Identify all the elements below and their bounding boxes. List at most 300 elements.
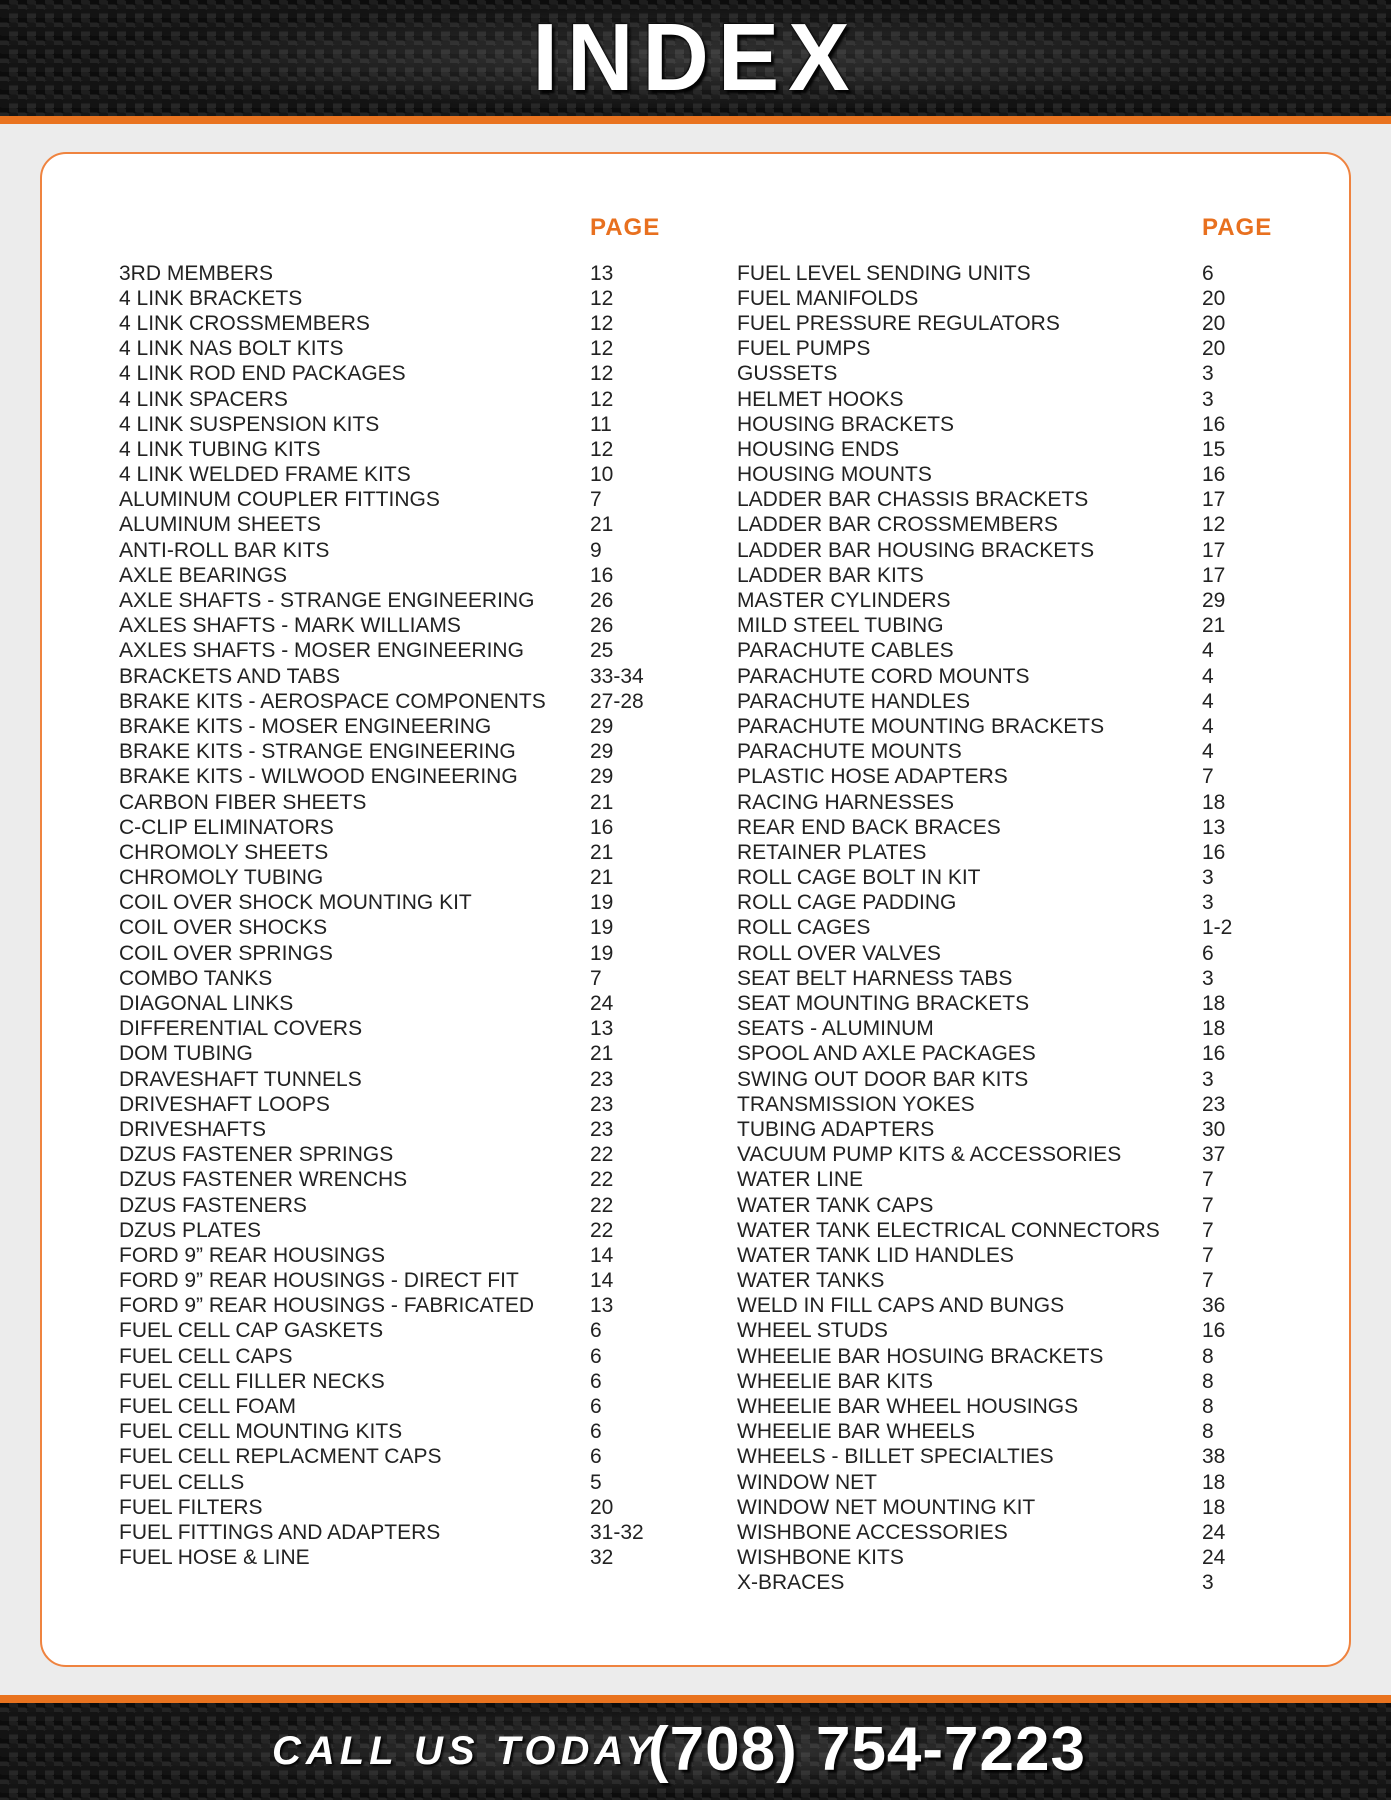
index-row bbox=[737, 1117, 1232, 1142]
index-row bbox=[119, 1445, 644, 1470]
index-row bbox=[737, 337, 1232, 362]
index-row bbox=[737, 588, 1232, 613]
index-row bbox=[119, 563, 644, 588]
index-entry-page-number: 23 bbox=[590, 1067, 614, 1091]
index-entry-page-number: 24 bbox=[1202, 1546, 1226, 1570]
index-row bbox=[737, 563, 1232, 588]
index-entry-page-number: 4 bbox=[1202, 664, 1214, 688]
index-row bbox=[119, 1344, 644, 1369]
index-entry-page-number: 7 bbox=[1202, 1168, 1214, 1192]
index-row bbox=[737, 1269, 1232, 1294]
index-entry-label: DZUS FASTENER WRENCHS bbox=[119, 1168, 408, 1192]
index-row bbox=[119, 866, 644, 891]
index-entry-label: DRAVESHAFT TUNNELS bbox=[119, 1067, 362, 1091]
index-row bbox=[119, 664, 644, 689]
index-row bbox=[119, 815, 644, 840]
index-row bbox=[737, 1017, 1232, 1042]
index-body bbox=[0, 124, 1391, 1695]
index-row bbox=[119, 1168, 644, 1193]
index-entry-label: COIL OVER SPRINGS bbox=[119, 941, 333, 965]
index-entry-label: ROLL CAGES bbox=[737, 916, 871, 940]
index-row bbox=[737, 664, 1232, 689]
index-entry-page-number: 12 bbox=[590, 362, 614, 386]
index-entry-label: SPOOL AND AXLE PACKAGES bbox=[737, 1042, 1036, 1066]
index-entry-label: VACUUM PUMP KITS & ACCESSORIES bbox=[737, 1143, 1122, 1167]
index-entry-page-number: 7 bbox=[1202, 1193, 1214, 1217]
index-row bbox=[119, 1470, 644, 1495]
phone-number: (708) 754-7223 bbox=[648, 1715, 1086, 1784]
index-entry-page-number: 16 bbox=[590, 815, 614, 839]
index-entry-page-number: 21 bbox=[590, 866, 614, 890]
index-entry-page-number: 7 bbox=[1202, 765, 1214, 789]
index-row bbox=[119, 1369, 644, 1394]
index-entry-page-number: 7 bbox=[1202, 1218, 1214, 1242]
index-row bbox=[737, 261, 1232, 286]
index-entry-label: WATER TANK ELECTRICAL CONNECTORS bbox=[737, 1218, 1160, 1242]
index-entry-label: ROLL CAGE BOLT IN KIT bbox=[737, 866, 981, 890]
index-entry-label: WATER LINE bbox=[737, 1168, 864, 1192]
index-row bbox=[737, 689, 1232, 714]
index-entry-page-number: 18 bbox=[1202, 1017, 1226, 1041]
index-entry-page-number: 6 bbox=[590, 1445, 602, 1469]
index-entry-page-number: 13 bbox=[590, 1017, 614, 1041]
index-entry-label: WINDOW NET MOUNTING KIT bbox=[737, 1495, 1036, 1519]
page-title: INDEX bbox=[532, 4, 859, 111]
index-entry-label: COIL OVER SHOCKS bbox=[119, 916, 328, 940]
index-entry-page-number: 36 bbox=[1202, 1294, 1226, 1318]
index-row bbox=[119, 463, 644, 488]
index-row bbox=[737, 1294, 1232, 1319]
index-entry-page-number: 16 bbox=[1202, 1042, 1226, 1066]
index-row bbox=[119, 538, 644, 563]
index-entry-label: DZUS FASTENER SPRINGS bbox=[119, 1143, 394, 1167]
index-row bbox=[737, 941, 1232, 966]
index-entry-label: FUEL CELL FOAM bbox=[119, 1395, 296, 1419]
index-row bbox=[119, 1495, 644, 1520]
index-entry-label: LADDER BAR CHASSIS BRACKETS bbox=[737, 488, 1089, 512]
index-entry-label: HOUSING MOUNTS bbox=[737, 463, 932, 487]
index-entry-page-number: 7 bbox=[1202, 1269, 1214, 1293]
index-row bbox=[737, 488, 1232, 513]
index-entry-page-number: 11 bbox=[590, 412, 612, 436]
index-entry-page-number: 6 bbox=[1202, 941, 1214, 965]
index-row bbox=[737, 1168, 1232, 1193]
index-entry-label: BRACKETS AND TABS bbox=[119, 664, 340, 688]
index-entry-page-number: 32 bbox=[590, 1546, 614, 1570]
index-entry-label: AXLE BEARINGS bbox=[119, 563, 288, 587]
index-entry-page-number: 4 bbox=[1202, 689, 1214, 713]
index-row bbox=[119, 286, 644, 311]
index-entry-label: REAR END BACK BRACES bbox=[737, 815, 1001, 839]
index-entry-page-number: 16 bbox=[590, 563, 614, 587]
index-entry-label: 4 LINK TUBING KITS bbox=[119, 437, 321, 461]
index-entry-page-number: 6 bbox=[590, 1369, 602, 1393]
index-row bbox=[119, 513, 644, 538]
index-entry-label: WHEELS - BILLET SPECIALTIES bbox=[737, 1445, 1054, 1469]
index-entry-page-number: 15 bbox=[1202, 437, 1226, 461]
index-entry-label: FORD 9” REAR HOUSINGS bbox=[119, 1243, 386, 1267]
index-entry-label: LADDER BAR HOUSING BRACKETS bbox=[737, 538, 1095, 562]
index-entry-page-number: 6 bbox=[590, 1319, 602, 1343]
index-entry-label: FUEL CELL CAPS bbox=[119, 1344, 293, 1368]
index-entry-label: FUEL PUMPS bbox=[737, 337, 871, 361]
index-row bbox=[737, 463, 1232, 488]
index-entry-label: DZUS PLATES bbox=[119, 1218, 261, 1242]
index-entry-page-number: 23 bbox=[590, 1117, 614, 1141]
index-entry-page-number: 20 bbox=[1202, 337, 1226, 361]
index-entry-label: PARACHUTE HANDLES bbox=[737, 689, 970, 713]
index-entry-page-number: 12 bbox=[1202, 513, 1226, 537]
index-row bbox=[737, 1042, 1232, 1067]
index-entry-label: FUEL MANIFOLDS bbox=[737, 286, 919, 310]
index-entry-label: BRAKE KITS - MOSER ENGINEERING bbox=[119, 714, 492, 738]
index-row bbox=[737, 286, 1232, 311]
index-entry-label: WISHBONE KITS bbox=[737, 1546, 904, 1570]
index-entry-label: SEAT BELT HARNESS TABS bbox=[737, 966, 1013, 990]
index-entry-label: ALUMINUM SHEETS bbox=[119, 513, 321, 537]
index-row bbox=[737, 437, 1232, 462]
index-entry-label: 4 LINK SUSPENSION KITS bbox=[119, 412, 380, 436]
index-entry-label: AXLES SHAFTS - MOSER ENGINEERING bbox=[119, 639, 524, 663]
index-entry-label: AXLE SHAFTS - STRANGE ENGINEERING bbox=[119, 589, 535, 613]
index-entry-label: HOUSING BRACKETS bbox=[737, 412, 955, 436]
index-row bbox=[119, 1319, 644, 1344]
index-entry-page-number: 26 bbox=[590, 589, 614, 613]
index-row bbox=[119, 714, 644, 739]
index-entry-label: RACING HARNESSES bbox=[737, 790, 955, 814]
index-entry-label: 4 LINK NAS BOLT KITS bbox=[119, 337, 344, 361]
index-entry-page-number: 13 bbox=[1202, 815, 1226, 839]
index-row bbox=[737, 916, 1232, 941]
index-row bbox=[737, 991, 1232, 1016]
index-entry-label: FUEL HOSE & LINE bbox=[119, 1546, 310, 1570]
index-entry-page-number: 16 bbox=[1202, 1319, 1226, 1343]
index-entry-label: PARACHUTE MOUNTING BRACKETS bbox=[737, 714, 1105, 738]
index-entry-label: BRAKE KITS - AEROSPACE COMPONENTS bbox=[119, 689, 546, 713]
index-row bbox=[737, 311, 1232, 336]
index-entry-label: 4 LINK WELDED FRAME KITS bbox=[119, 463, 411, 487]
index-row bbox=[737, 714, 1232, 739]
index-entry-label: 3RD MEMBERS bbox=[119, 261, 274, 285]
index-entry-label: 4 LINK CROSSMEMBERS bbox=[119, 311, 370, 335]
index-entry-page-number: 22 bbox=[590, 1193, 614, 1217]
index-row bbox=[119, 790, 644, 815]
index-entry-label: DOM TUBING bbox=[119, 1042, 253, 1066]
index-entry-page-number: 16 bbox=[1202, 463, 1226, 487]
index-row bbox=[119, 261, 644, 286]
index-row bbox=[737, 1520, 1232, 1545]
index-row bbox=[737, 639, 1232, 664]
index-entry-page-number: 18 bbox=[1202, 1495, 1226, 1519]
index-entry-label: BRAKE KITS - STRANGE ENGINEERING bbox=[119, 740, 516, 764]
index-row bbox=[119, 337, 644, 362]
index-entry-label: FUEL LEVEL SENDING UNITS bbox=[737, 261, 1031, 285]
index-entry-label: SWING OUT DOOR BAR KITS bbox=[737, 1067, 1029, 1091]
index-entry-label: CHROMOLY SHEETS bbox=[119, 840, 329, 864]
index-entry-label: COMBO TANKS bbox=[119, 966, 273, 990]
index-entry-label: ROLL OVER VALVES bbox=[737, 941, 941, 965]
index-entry-label: WHEELIE BAR HOSUING BRACKETS bbox=[737, 1344, 1104, 1368]
index-entry-label: WATER TANK CAPS bbox=[737, 1193, 934, 1217]
index-entry-page-number: 37 bbox=[1202, 1143, 1226, 1167]
index-entry-page-number: 25 bbox=[590, 639, 614, 663]
index-entry-page-number: 21 bbox=[590, 790, 614, 814]
index-entry-label: FUEL FITTINGS AND ADAPTERS bbox=[119, 1520, 441, 1544]
index-entry-label: HELMET HOOKS bbox=[737, 387, 904, 411]
index-entry-page-number: 6 bbox=[590, 1395, 602, 1419]
index-entry-page-number: 38 bbox=[1202, 1445, 1226, 1469]
index-entry-label: RETAINER PLATES bbox=[737, 840, 927, 864]
index-entry-label: CARBON FIBER SHEETS bbox=[119, 790, 367, 814]
index-entry-page-number: 4 bbox=[1202, 639, 1214, 663]
index-entry-label: PARACHUTE CABLES bbox=[737, 639, 954, 663]
index-entry-label: WINDOW NET bbox=[737, 1470, 877, 1494]
index-entry-label: FUEL CELL FILLER NECKS bbox=[119, 1369, 385, 1393]
index-entry-page-number: 3 bbox=[1202, 966, 1214, 990]
index-entry-page-number: 24 bbox=[590, 992, 614, 1016]
index-entry-page-number: 5 bbox=[590, 1470, 602, 1494]
index-entry-label: ALUMINUM COUPLER FITTINGS bbox=[119, 488, 440, 512]
index-entry-label: MILD STEEL TUBING bbox=[737, 614, 944, 638]
index-entry-page-number: 12 bbox=[590, 437, 614, 461]
index-row bbox=[737, 538, 1232, 563]
index-entry-label: CHROMOLY TUBING bbox=[119, 866, 324, 890]
index-row bbox=[737, 1319, 1232, 1344]
index-entry-page-number: 6 bbox=[590, 1344, 602, 1368]
index-entry-page-number: 3 bbox=[1202, 387, 1214, 411]
index-entry-label: WATER TANKS bbox=[737, 1269, 885, 1293]
index-entry-page-number: 19 bbox=[590, 891, 614, 915]
index-entry-page-number: 3 bbox=[1202, 866, 1214, 890]
index-row bbox=[119, 840, 644, 865]
index-entry-page-number: 30 bbox=[1202, 1117, 1226, 1141]
index-entry-label: WHEELIE BAR KITS bbox=[737, 1369, 934, 1393]
index-row bbox=[119, 437, 644, 462]
index-entry-page-number: 33-34 bbox=[590, 664, 644, 688]
index-entry-page-number: 3 bbox=[1202, 1571, 1214, 1595]
index-entry-page-number: 12 bbox=[590, 387, 614, 411]
index-entry-label: MASTER CYLINDERS bbox=[737, 589, 951, 613]
index-row bbox=[119, 941, 644, 966]
page-header bbox=[0, 0, 1391, 116]
index-entry-page-number: 18 bbox=[1202, 1470, 1226, 1494]
index-row bbox=[119, 916, 644, 941]
index-column-right bbox=[737, 261, 1232, 1596]
index-entry-label: HOUSING ENDS bbox=[737, 437, 900, 461]
index-entry-label: SEATS - ALUMINUM bbox=[737, 1017, 934, 1041]
index-entry-label: SEAT MOUNTING BRACKETS bbox=[737, 992, 1030, 1016]
page-column-header-left: PAGE bbox=[590, 214, 661, 241]
index-row bbox=[737, 790, 1232, 815]
index-row bbox=[119, 1218, 644, 1243]
index-entry-page-number: 1-2 bbox=[1202, 916, 1233, 940]
index-entry-label: GUSSETS bbox=[737, 362, 838, 386]
index-row bbox=[119, 891, 644, 916]
index-row bbox=[119, 1420, 644, 1445]
index-row bbox=[737, 1218, 1232, 1243]
page-footer bbox=[0, 1703, 1391, 1800]
index-row bbox=[737, 891, 1232, 916]
index-row bbox=[119, 1092, 644, 1117]
index-row bbox=[737, 840, 1232, 865]
index-entry-page-number: 19 bbox=[590, 941, 614, 965]
index-entry-label: COIL OVER SHOCK MOUNTING KIT bbox=[119, 891, 472, 915]
index-entry-page-number: 3 bbox=[1202, 362, 1214, 386]
page-column-header-right: PAGE bbox=[1202, 214, 1273, 241]
index-row bbox=[119, 311, 644, 336]
index-row bbox=[119, 1269, 644, 1294]
index-row bbox=[737, 866, 1232, 891]
index-row bbox=[737, 966, 1232, 991]
index-row bbox=[119, 1520, 644, 1545]
index-entry-page-number: 23 bbox=[1202, 1092, 1226, 1116]
index-entry-label: FUEL FILTERS bbox=[119, 1495, 263, 1519]
index-row bbox=[119, 765, 644, 790]
index-entry-label: TUBING ADAPTERS bbox=[737, 1117, 935, 1141]
index-row bbox=[119, 488, 644, 513]
index-entry-label: WHEEL STUDS bbox=[737, 1319, 888, 1343]
index-entry-page-number: 8 bbox=[1202, 1395, 1214, 1419]
index-entry-page-number: 7 bbox=[1202, 1243, 1214, 1267]
index-entry-page-number: 14 bbox=[590, 1269, 614, 1293]
index-row bbox=[119, 740, 644, 765]
index-row bbox=[119, 1546, 644, 1571]
index-entry-page-number: 13 bbox=[590, 1294, 614, 1318]
index-entry-page-number: 3 bbox=[1202, 891, 1214, 915]
index-entry-label: WHEELIE BAR WHEELS bbox=[737, 1420, 976, 1444]
index-row bbox=[119, 412, 644, 437]
index-row bbox=[737, 362, 1232, 387]
index-entry-page-number: 22 bbox=[590, 1143, 614, 1167]
index-entry-page-number: 31-32 bbox=[590, 1520, 644, 1544]
index-row bbox=[737, 1092, 1232, 1117]
index-entry-page-number: 16 bbox=[1202, 840, 1226, 864]
index-entry-page-number: 17 bbox=[1202, 563, 1226, 587]
index-row bbox=[119, 1017, 644, 1042]
index-entry-label: FORD 9” REAR HOUSINGS - FABRICATED bbox=[119, 1294, 534, 1318]
index-row bbox=[737, 1495, 1232, 1520]
index-entry-page-number: 21 bbox=[590, 840, 614, 864]
index-entry-label: 4 LINK SPACERS bbox=[119, 387, 288, 411]
index-row bbox=[119, 1042, 644, 1067]
index-row bbox=[119, 614, 644, 639]
index-row bbox=[737, 1470, 1232, 1495]
index-row bbox=[737, 1193, 1232, 1218]
index-entry-page-number: 18 bbox=[1202, 992, 1226, 1016]
index-entry-page-number: 14 bbox=[590, 1243, 614, 1267]
index-entry-label: LADDER BAR KITS bbox=[737, 563, 924, 587]
index-entry-page-number: 20 bbox=[1202, 311, 1226, 335]
index-row bbox=[737, 614, 1232, 639]
index-row bbox=[737, 412, 1232, 437]
index-entry-label: FUEL PRESSURE REGULATORS bbox=[737, 311, 1060, 335]
index-row bbox=[119, 1143, 644, 1168]
index-row bbox=[119, 1294, 644, 1319]
index-entry-label: ROLL CAGE PADDING bbox=[737, 891, 957, 915]
index-entry-page-number: 20 bbox=[1202, 286, 1226, 310]
index-entry-page-number: 24 bbox=[1202, 1520, 1226, 1544]
index-row bbox=[737, 1143, 1232, 1168]
index-entry-label: AXLES SHAFTS - MARK WILLIAMS bbox=[119, 614, 461, 638]
index-entry-label: WATER TANK LID HANDLES bbox=[737, 1243, 1014, 1267]
index-entry-page-number: 7 bbox=[590, 966, 602, 990]
index-entry-page-number: 21 bbox=[590, 513, 614, 537]
index-entry-page-number: 23 bbox=[590, 1092, 614, 1116]
index-entry-label: FUEL CELLS bbox=[119, 1470, 245, 1494]
index-entry-page-number: 8 bbox=[1202, 1420, 1214, 1444]
index-entry-page-number: 29 bbox=[590, 765, 614, 789]
index-row bbox=[119, 1243, 644, 1268]
index-entry-label: DZUS FASTENERS bbox=[119, 1193, 307, 1217]
index-entry-page-number: 8 bbox=[1202, 1344, 1214, 1368]
index-entry-label: DIFFERENTIAL COVERS bbox=[119, 1017, 363, 1041]
index-entry-page-number: 22 bbox=[590, 1218, 614, 1242]
index-entry-page-number: 8 bbox=[1202, 1369, 1214, 1393]
index-card bbox=[40, 152, 1351, 1667]
index-entry-page-number: 4 bbox=[1202, 714, 1214, 738]
index-entry-page-number: 10 bbox=[590, 463, 614, 487]
index-entry-label: PARACHUTE CORD MOUNTS bbox=[737, 664, 1030, 688]
index-entry-page-number: 6 bbox=[1202, 261, 1214, 285]
index-row bbox=[737, 1420, 1232, 1445]
index-entry-label: ANTI-ROLL BAR KITS bbox=[119, 538, 330, 562]
index-entry-label: WELD IN FILL CAPS AND BUNGS bbox=[737, 1294, 1065, 1318]
index-entry-page-number: 7 bbox=[590, 488, 602, 512]
index-entry-page-number: 18 bbox=[1202, 790, 1226, 814]
index-row bbox=[119, 387, 644, 412]
index-entry-page-number: 21 bbox=[1202, 614, 1226, 638]
index-entry-label: FUEL CELL CAP GASKETS bbox=[119, 1319, 384, 1343]
index-row bbox=[737, 815, 1232, 840]
index-row bbox=[737, 765, 1232, 790]
index-row bbox=[119, 1117, 644, 1142]
index-row bbox=[737, 1394, 1232, 1419]
index-entry-page-number: 27-28 bbox=[590, 689, 644, 713]
index-row bbox=[119, 362, 644, 387]
index-entry-page-number: 22 bbox=[590, 1168, 614, 1192]
index-entry-label: C-CLIP ELIMINATORS bbox=[119, 815, 334, 839]
index-entry-page-number: 6 bbox=[590, 1420, 602, 1444]
index-entry-page-number: 26 bbox=[590, 614, 614, 638]
index-entry-label: WHEELIE BAR WHEEL HOUSINGS bbox=[737, 1395, 1079, 1419]
index-entry-page-number: 12 bbox=[590, 311, 614, 335]
index-row bbox=[737, 740, 1232, 765]
index-row bbox=[737, 1344, 1232, 1369]
index-entry-label: TRANSMISSION YOKES bbox=[737, 1092, 975, 1116]
index-row bbox=[119, 1067, 644, 1092]
index-row bbox=[737, 513, 1232, 538]
index-row bbox=[119, 639, 644, 664]
index-entry-label: X-BRACES bbox=[737, 1571, 845, 1595]
index-entry-page-number: 16 bbox=[1202, 412, 1226, 436]
index-entry-page-number: 20 bbox=[590, 1495, 614, 1519]
index-entry-label: WISHBONE ACCESSORIES bbox=[737, 1520, 1008, 1544]
index-row bbox=[119, 966, 644, 991]
index-entry-label: PARACHUTE MOUNTS bbox=[737, 740, 962, 764]
index-row bbox=[737, 1369, 1232, 1394]
accent-stripe-bottom bbox=[0, 1695, 1391, 1703]
index-entry-label: DIAGONAL LINKS bbox=[119, 992, 294, 1016]
call-us-today-label: CALL US TODAY bbox=[272, 1729, 658, 1773]
index-entry-page-number: 17 bbox=[1202, 488, 1226, 512]
index-entry-page-number: 29 bbox=[1202, 589, 1226, 613]
index-row bbox=[737, 387, 1232, 412]
index-row bbox=[119, 1394, 644, 1419]
index-entry-label: FUEL CELL MOUNTING KITS bbox=[119, 1420, 403, 1444]
index-entry-label: DRIVESHAFT LOOPS bbox=[119, 1092, 330, 1116]
index-entry-page-number: 29 bbox=[590, 714, 614, 738]
index-entry-page-number: 19 bbox=[590, 916, 614, 940]
